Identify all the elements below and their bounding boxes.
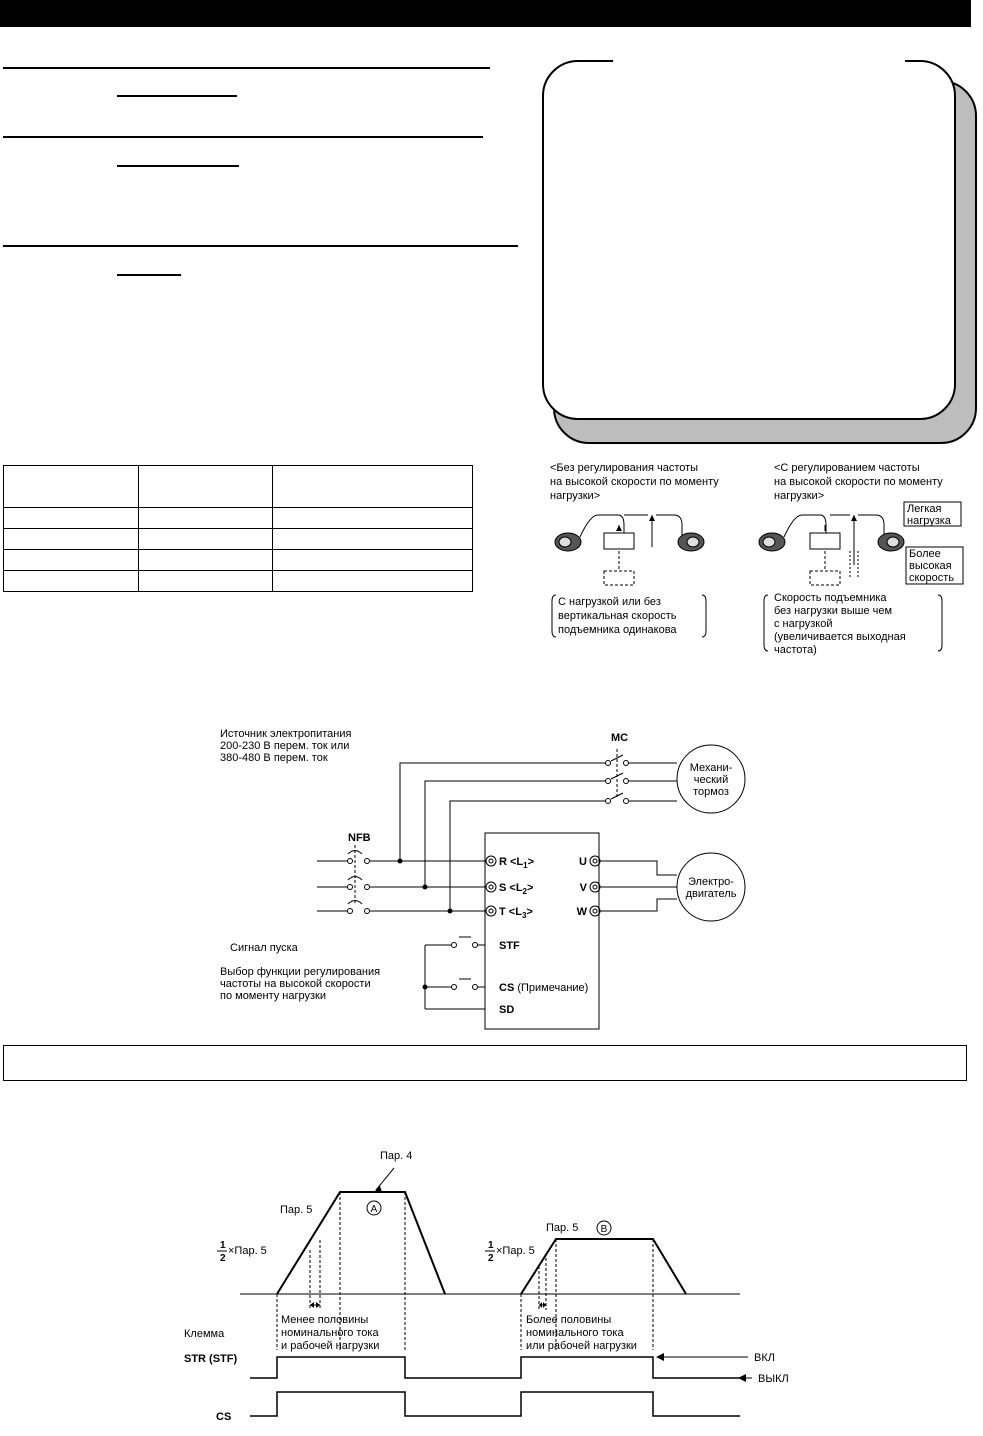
- motor-label-line: Электро-: [688, 876, 734, 888]
- table-cell: [273, 571, 473, 592]
- table-cell: [273, 529, 473, 550]
- section-rule: [3, 136, 483, 138]
- fraction-denominator: 2: [488, 1253, 494, 1264]
- winch-drum-icon: [763, 537, 775, 547]
- terminal-t-label: $T <L_3>$: [499, 906, 533, 920]
- caption-line: <Без регулирования частоты: [550, 462, 699, 474]
- more-half-line: номинального тока: [526, 1327, 624, 1339]
- power-source-label: [220, 728, 351, 764]
- terminal-u-label: U: [579, 856, 587, 868]
- parameter-table: [3, 465, 473, 592]
- label-b: B: [600, 1224, 608, 1235]
- winch-drum-icon: [887, 537, 899, 547]
- off-label: ВЫКЛ: [758, 1373, 789, 1385]
- more-half-line: Более половины: [526, 1314, 612, 1326]
- less-half-note: [281, 1314, 379, 1352]
- sd-terminal-label: SD: [499, 1004, 515, 1016]
- par5-label-b: Пар. 5: [546, 1222, 579, 1234]
- less-half-line: номинального тока: [281, 1327, 379, 1339]
- higher-speed-label: скорость: [909, 572, 955, 584]
- load-box-icon: [810, 533, 840, 549]
- note-line: с нагрузкой: [774, 618, 833, 630]
- table-cell: [4, 571, 139, 592]
- higher-speed-label: высокая: [909, 560, 952, 572]
- par4-label: Пар. 4: [380, 1150, 413, 1162]
- callout-box: [542, 60, 956, 420]
- caption-line: нагрузки>: [774, 490, 825, 502]
- terminal-label: Клемма: [184, 1328, 225, 1340]
- left-note: [558, 596, 677, 636]
- note-line: подъемника одинакова: [558, 624, 677, 636]
- terminal-s-label: $S <L_2>$: [499, 882, 534, 896]
- less-half-line: и рабочей нагрузки: [281, 1340, 380, 1352]
- power-source-line: 200-230 В перем. ток или: [220, 740, 350, 752]
- section-rule: [3, 245, 518, 247]
- function-select-line: частоты на высокой скорости: [220, 978, 371, 990]
- winch-drum-icon: [559, 537, 571, 547]
- timing-diagram: [180, 1140, 820, 1430]
- table-cell: [273, 466, 473, 508]
- mc-label: MC: [611, 732, 629, 744]
- table-cell: [139, 508, 273, 529]
- str-stf-label: STR (STF): [184, 1353, 238, 1365]
- heading-underline: [117, 165, 239, 167]
- table-cell: [273, 508, 473, 529]
- note-box: [3, 1045, 967, 1081]
- table-row: [4, 508, 473, 529]
- table-cell: [139, 529, 273, 550]
- table-cell: [4, 508, 139, 529]
- table-row: [4, 550, 473, 571]
- table-row: [4, 571, 473, 592]
- terminal-v-label: V: [579, 882, 587, 894]
- left-caption: [550, 462, 719, 502]
- note-bracket: [552, 595, 556, 637]
- power-source-line: Источник электропитания: [220, 728, 352, 740]
- load-box-icon: [604, 533, 634, 549]
- heading-underline: [117, 274, 181, 276]
- brake-label-line: тормоз: [693, 786, 729, 798]
- table-cell: [139, 550, 273, 571]
- note-bracket: [764, 595, 768, 651]
- input-terminal-labels: [499, 856, 534, 920]
- note-bracket: [702, 595, 706, 637]
- half-par5-label: ×Пар. 5: [496, 1245, 535, 1257]
- section-rule: [3, 67, 490, 69]
- half-par5-a: [217, 1240, 267, 1264]
- light-load-label: нагрузка: [907, 515, 951, 527]
- table-cell: [139, 466, 273, 508]
- start-signal-label: Сигнал пуска: [230, 942, 298, 954]
- table-cell: [4, 550, 139, 571]
- power-source-line: 380-480 В перем. ток: [220, 752, 328, 764]
- table-cell: [273, 550, 473, 571]
- function-select-line: Выбор функции регулирования: [220, 966, 381, 978]
- more-half-line: или рабочей нагрузки: [526, 1340, 637, 1352]
- brake-label: [690, 762, 733, 798]
- callout-title-gap: [613, 56, 905, 64]
- wiring-diagram: [215, 725, 770, 1035]
- terminal-w-label: W: [576, 906, 587, 918]
- half-par5-label: ×Пар. 5: [228, 1245, 267, 1257]
- header-bar: [0, 0, 971, 27]
- ghost-load-icon: [604, 571, 634, 585]
- table-cell: [139, 571, 273, 592]
- table-cell: [4, 466, 139, 508]
- note-line: вертикальная скорость: [558, 610, 677, 622]
- stf-terminal-label: STF: [499, 940, 520, 952]
- cs-terminal-label: CS (Примечание): [499, 982, 589, 994]
- function-select-label: [220, 966, 380, 1002]
- note-line: (увеличивается выходная: [774, 631, 906, 643]
- motor-label: [686, 876, 737, 900]
- note-line: без нагрузки выше чем: [774, 605, 893, 617]
- fraction-numerator: 1: [220, 1240, 226, 1251]
- caption-line: нагрузки>: [550, 490, 601, 502]
- caption-line: <С регулированием частоты: [774, 462, 920, 474]
- note-bracket: [938, 595, 942, 651]
- light-load-label: Легкая: [907, 503, 942, 515]
- on-label: ВКЛ: [754, 1352, 775, 1364]
- caption-line: на высокой скорости по моменту: [774, 476, 943, 488]
- cs-signal-label: CS: [216, 1411, 232, 1423]
- brake-label-line: Механи-: [689, 762, 733, 774]
- par5-label-a: Пар. 5: [280, 1204, 313, 1216]
- note-line: Скорость подъемника: [774, 592, 887, 604]
- motor-label-line: двигатель: [685, 888, 737, 900]
- heading-underline: [117, 95, 237, 97]
- terminal-r-label: $R <L_1>$: [499, 856, 535, 870]
- higher-speed-label: Более: [909, 548, 941, 560]
- label-a: A: [370, 1204, 378, 1215]
- fraction-denominator: 2: [220, 1253, 226, 1264]
- right-labels: [774, 503, 954, 656]
- half-par5-b: [485, 1240, 535, 1264]
- caption-line: на высокой скорости по моменту: [550, 476, 719, 488]
- table-row: [4, 529, 473, 550]
- ghost-load-icon: [810, 571, 840, 585]
- more-half-note: [526, 1314, 637, 1352]
- table-cell: [4, 529, 139, 550]
- note-line: частота): [774, 644, 817, 656]
- timing-lines: [240, 1168, 752, 1416]
- winch-drum-icon: [687, 537, 699, 547]
- nfb-label: NFB: [348, 832, 371, 844]
- less-half-line: Менее половины: [281, 1314, 369, 1326]
- table-header-row: [4, 466, 473, 508]
- note-line: С нагрузкой или без: [558, 596, 661, 608]
- function-select-line: по моменту нагрузки: [220, 990, 326, 1002]
- fraction-numerator: 1: [488, 1240, 494, 1251]
- hoist-illustration: [520, 455, 983, 665]
- right-caption: [774, 462, 943, 502]
- brake-label-line: ческий: [693, 774, 729, 786]
- output-terminal-labels: [577, 856, 588, 918]
